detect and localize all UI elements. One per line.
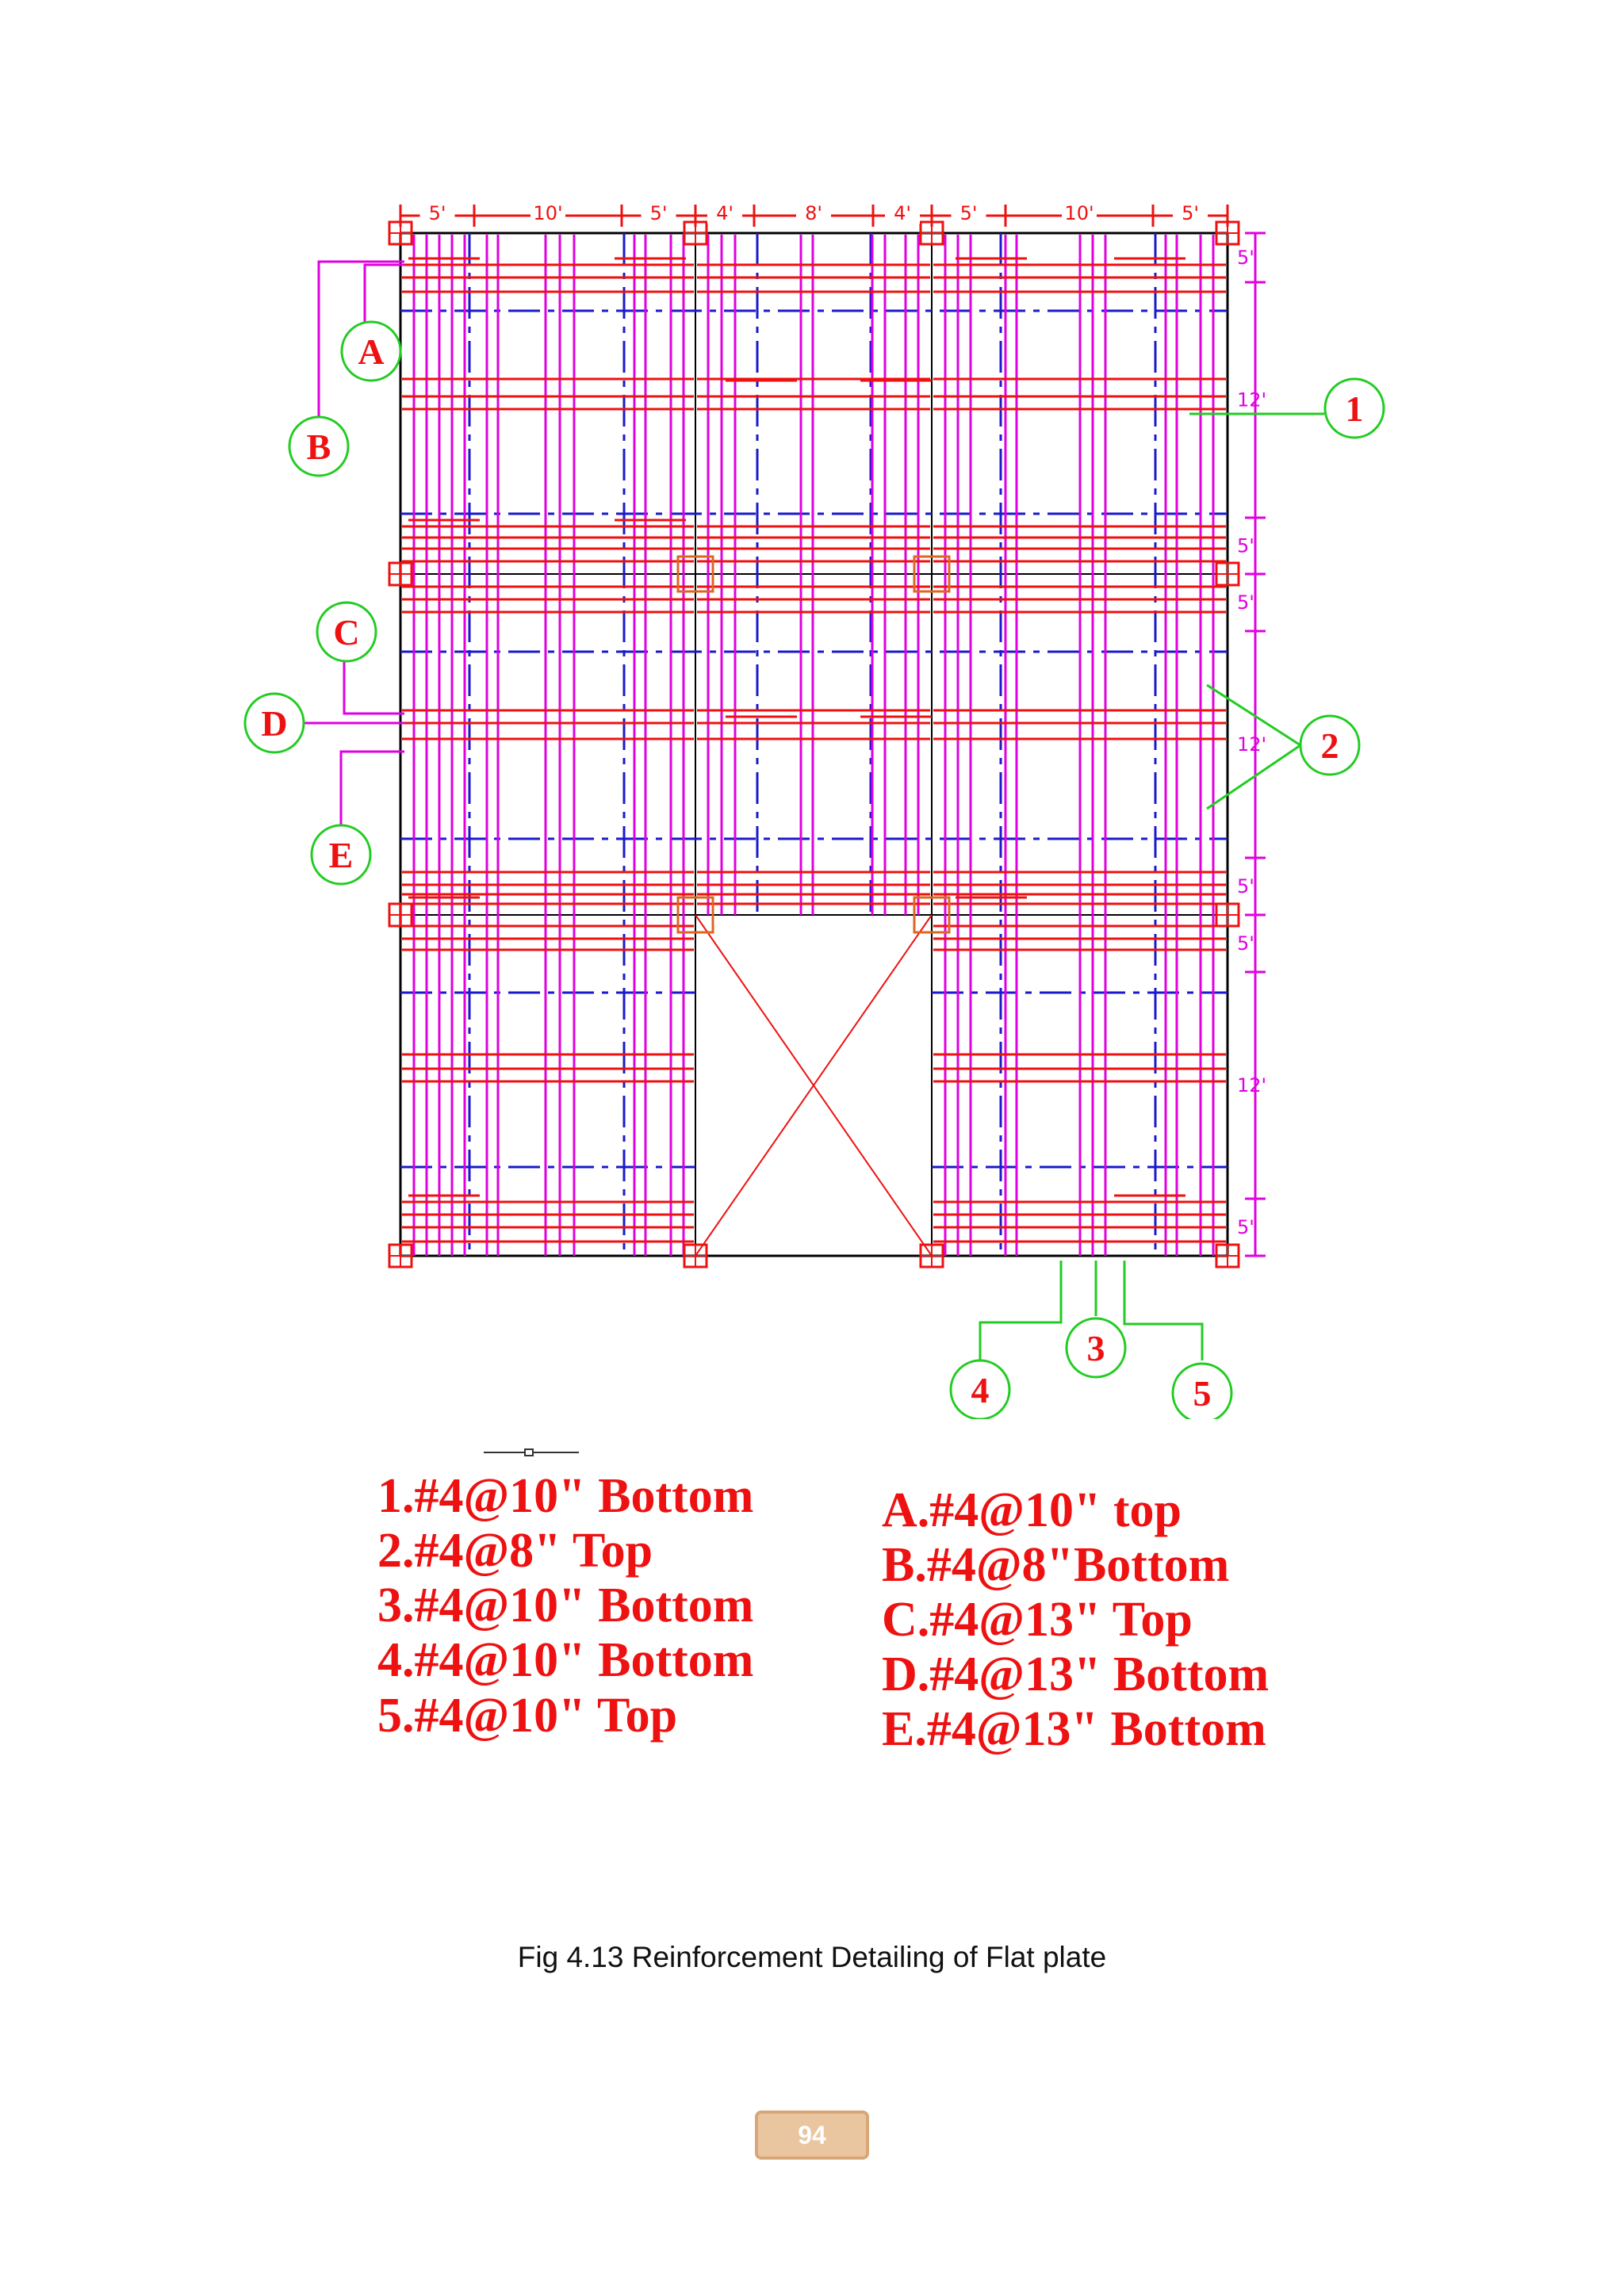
callout-1-label: 1: [1345, 388, 1364, 429]
callout-a-label: A: [358, 331, 385, 372]
legend-numbered-4: 4.#4@10" Bottom: [377, 1633, 754, 1687]
dimension-label-top: 5': [1182, 202, 1199, 224]
legend-lettered-d: D.#4@13" Bottom: [882, 1647, 1270, 1701]
legend-numbered-3: 3.#4@10" Bottom: [377, 1578, 754, 1632]
dimension-label-top: 4': [894, 202, 911, 224]
legend-lettered-a: A.#4@10" top: [882, 1483, 1182, 1537]
magenta-top-bars: [414, 235, 1213, 1256]
legend-numbered-5: 5.#4@10" Top: [377, 1689, 678, 1743]
legend-numbered-1: 1.#4@10" Bottom: [377, 1469, 754, 1523]
dimension-label-right: 12': [1237, 733, 1267, 756]
legend-lettered-b: B.#4@8"Bottom: [882, 1538, 1230, 1592]
leader-5: [1124, 1261, 1202, 1360]
dimension-label-top: 5': [428, 202, 446, 224]
dimension-label-top: 5': [649, 202, 668, 224]
leader-c: [344, 661, 404, 714]
callout-4-label: 4: [971, 1370, 990, 1410]
dimension-label-right: 5': [1237, 591, 1254, 614]
callout-3-label: 3: [1086, 1328, 1105, 1368]
legend-lettered-c: C.#4@13" Top: [882, 1593, 1193, 1647]
dimension-label-top: 10': [1064, 202, 1094, 224]
dimension-label-right: 12': [1237, 1074, 1267, 1096]
callout-5-label: 5: [1193, 1373, 1212, 1414]
page-number-badge: 94: [755, 2110, 869, 2160]
callout-c-label: C: [333, 612, 360, 652]
dimension-label-right: 12': [1237, 388, 1267, 411]
dimension-label-right: 5': [1237, 247, 1254, 269]
dimension-label-top: 4': [716, 202, 733, 224]
dimension-label-right: 5': [1237, 875, 1254, 897]
dimension-label-right: 5': [1237, 534, 1254, 557]
legend-numbered-2: 2.#4@8" Top: [377, 1524, 653, 1578]
leader-e: [341, 752, 404, 825]
callout-d-label: D: [261, 703, 288, 744]
scale-marker: [484, 1449, 579, 1456]
dimension-label-top: 5': [959, 202, 978, 224]
leader-a: [365, 265, 404, 322]
callout-b-label: B: [306, 427, 331, 467]
callout-e-label: E: [328, 835, 354, 875]
callout-2-label: 2: [1320, 725, 1339, 766]
scale-marker-box: [525, 1449, 533, 1456]
legend-lettered-e: E.#4@13" Bottom: [882, 1702, 1266, 1756]
leader-4: [980, 1261, 1061, 1360]
dimension-lines: [400, 202, 1266, 1256]
figure-caption: Fig 4.13 Reinforcement Detailing of Flat plate: [517, 1941, 1107, 1973]
dimension-label-top: 10': [533, 202, 563, 224]
callout-clip-band: [944, 1419, 1245, 1438]
dimension-label-top: 8': [805, 202, 822, 224]
dimension-label-right: 5': [1237, 932, 1254, 955]
dimension-label-right: 5': [1237, 1216, 1254, 1238]
